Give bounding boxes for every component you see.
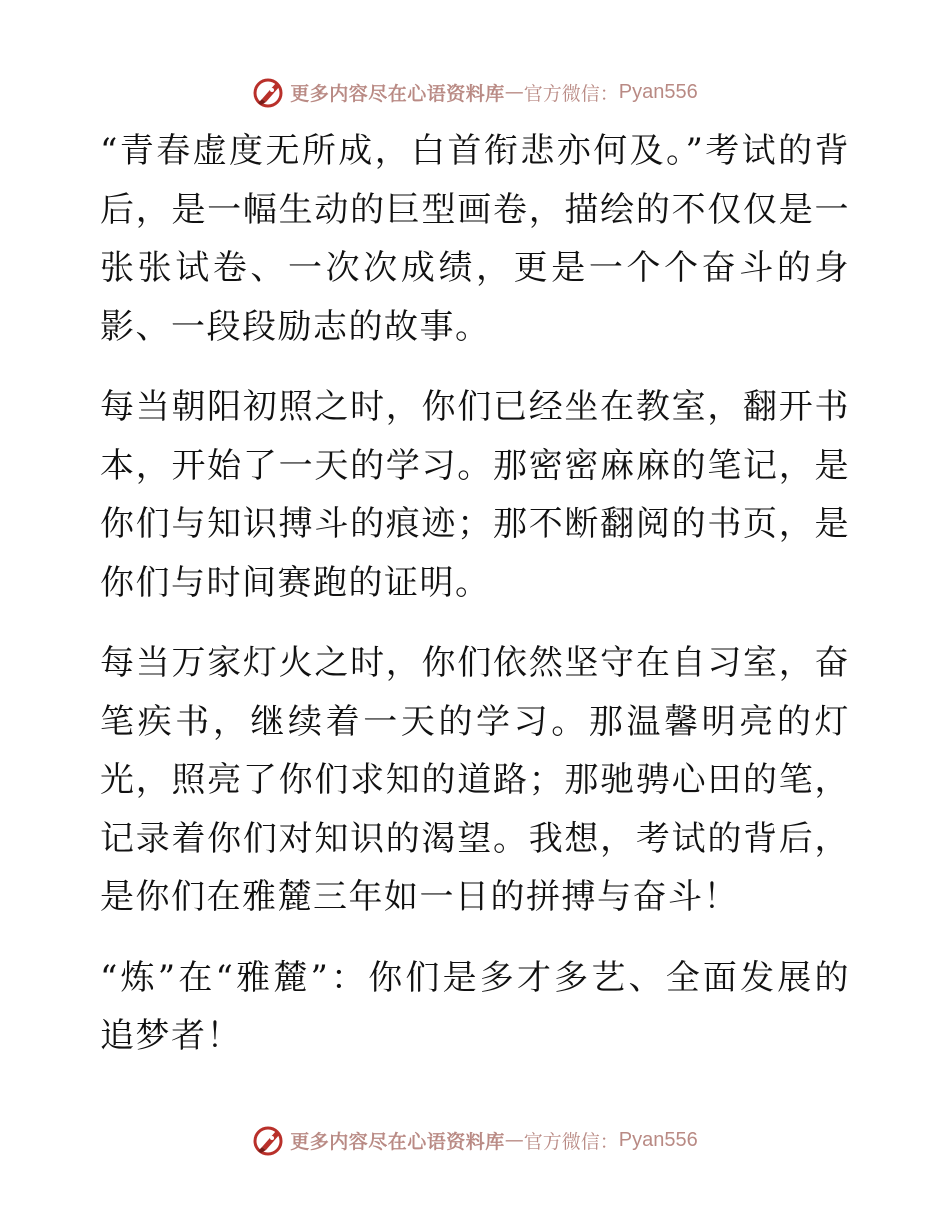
footer-banner — [0, 1120, 950, 1160]
header-banner-text: 更多内容尽在心语资料库 — [290, 82, 505, 105]
header-banner-dash: — — [504, 81, 524, 103]
paragraph-1: “青春虚度无所成，白首衔悲亦何及。”考试的背后，是一幅生动的巨型画卷，描绘的不仅仅是一张张试卷、一次次成绩，更是一个个奋斗的身影、一段段励志的故事。 — [100, 131, 850, 347]
header-banner — [0, 72, 950, 112]
paragraph-2: 每当朝阳初照之时，你们已经坐在教室，翻开书本，开始了一天的学习。那密密麻麻的笔记，是你们与知识搏斗的痕迹；那不断翻阅的书页，是你们与时间赛跑的证明。 — [100, 387, 850, 603]
pen-nib-circle-logo-icon — [252, 75, 286, 109]
footer-banner-text: 更多内容尽在心语资料库 — [290, 1130, 505, 1153]
header-wechat-id: Pyan556 — [618, 80, 698, 103]
footer-banner-dash: — — [504, 1129, 524, 1151]
footer-wechat-label: 官方微信： — [523, 1130, 619, 1153]
paragraph-4: “炼”在“雅麓”：你们是多才多艺、全面发展的追梦者！ — [100, 957, 850, 1056]
document-body — [100, 122, 850, 1088]
footer-wechat-id: Pyan556 — [618, 1128, 698, 1151]
pen-nib-circle-logo-icon — [252, 1123, 286, 1157]
header-wechat-label: 官方微信： — [523, 82, 619, 105]
paragraph-3: 每当万家灯火之时，你们依然坚守在自习室，奋笔疾书，继续着一天的学习。那温馨明亮的灯光，照亮了你们求知的道路；那驰骋心田的笔，记录着你们对知识的渴望。我想，考试的背后，是你们在雅麓三年如一日的拼搏与奋斗！ — [100, 643, 850, 917]
